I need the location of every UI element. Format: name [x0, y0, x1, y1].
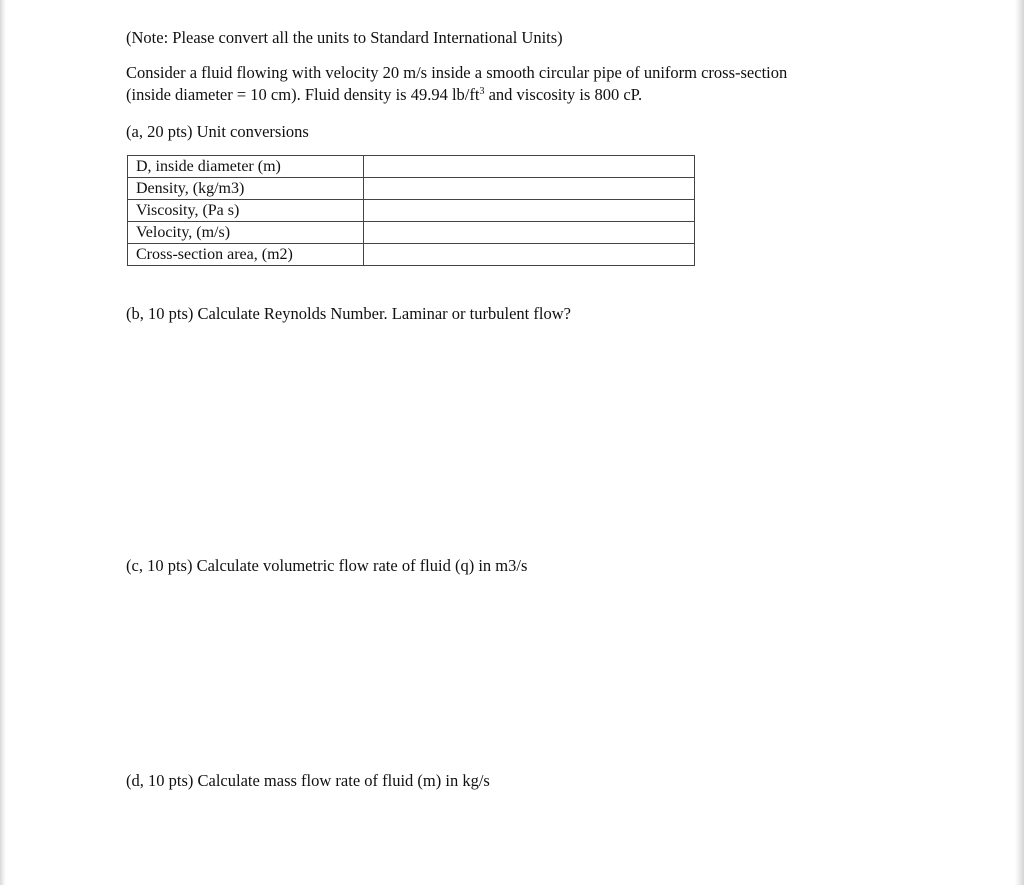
answer-cell-viscosity[interactable]	[364, 200, 695, 222]
problem-line-2	[126, 84, 886, 106]
row-label-area: Cross-section area, (m2)	[128, 244, 364, 266]
row-label-velocity: Velocity, (m/s)	[128, 222, 364, 244]
page-right-edge	[1015, 0, 1024, 885]
problem-line-2-end: and viscosity is 800 cP.	[484, 85, 643, 104]
part-d-question: (d, 10 pts) Calculate mass flow rate of fluid (m) in kg/s	[126, 771, 490, 790]
units-note: (Note: Please convert all the units to Standard International Units)	[126, 28, 563, 47]
unit-conversion-table	[127, 155, 695, 266]
problem-statement	[126, 62, 886, 106]
part-a-heading: (a, 20 pts) Unit conversions	[126, 122, 309, 141]
row-label-density: Density, (kg/m3)	[128, 178, 364, 200]
row-label-diameter: D, inside diameter (m)	[128, 156, 364, 178]
part-b-question: (b, 10 pts) Calculate Reynolds Number. Laminar or turbulent flow?	[126, 304, 571, 323]
table-row	[128, 244, 695, 266]
problem-line-2-start: (inside diameter = 10 cm). Fluid density is 49.94 lb/ft	[126, 85, 480, 104]
answer-cell-velocity[interactable]	[364, 222, 695, 244]
page-left-edge	[0, 0, 6, 885]
table-row	[128, 156, 695, 178]
table-row	[128, 222, 695, 244]
part-c-question: (c, 10 pts) Calculate volumetric flow rate of fluid (q) in m3/s	[126, 556, 528, 575]
answer-cell-density[interactable]	[364, 178, 695, 200]
answer-cell-diameter[interactable]	[364, 156, 695, 178]
problem-line-1: Consider a fluid flowing with velocity 20 m/s inside a smooth circular pipe of uniform cross-section	[126, 63, 788, 82]
answer-cell-area[interactable]	[364, 244, 695, 266]
table-row	[128, 200, 695, 222]
row-label-viscosity: Viscosity, (Pa s)	[128, 200, 364, 222]
cubic-exponent: 3	[479, 86, 485, 97]
table-row	[128, 178, 695, 200]
